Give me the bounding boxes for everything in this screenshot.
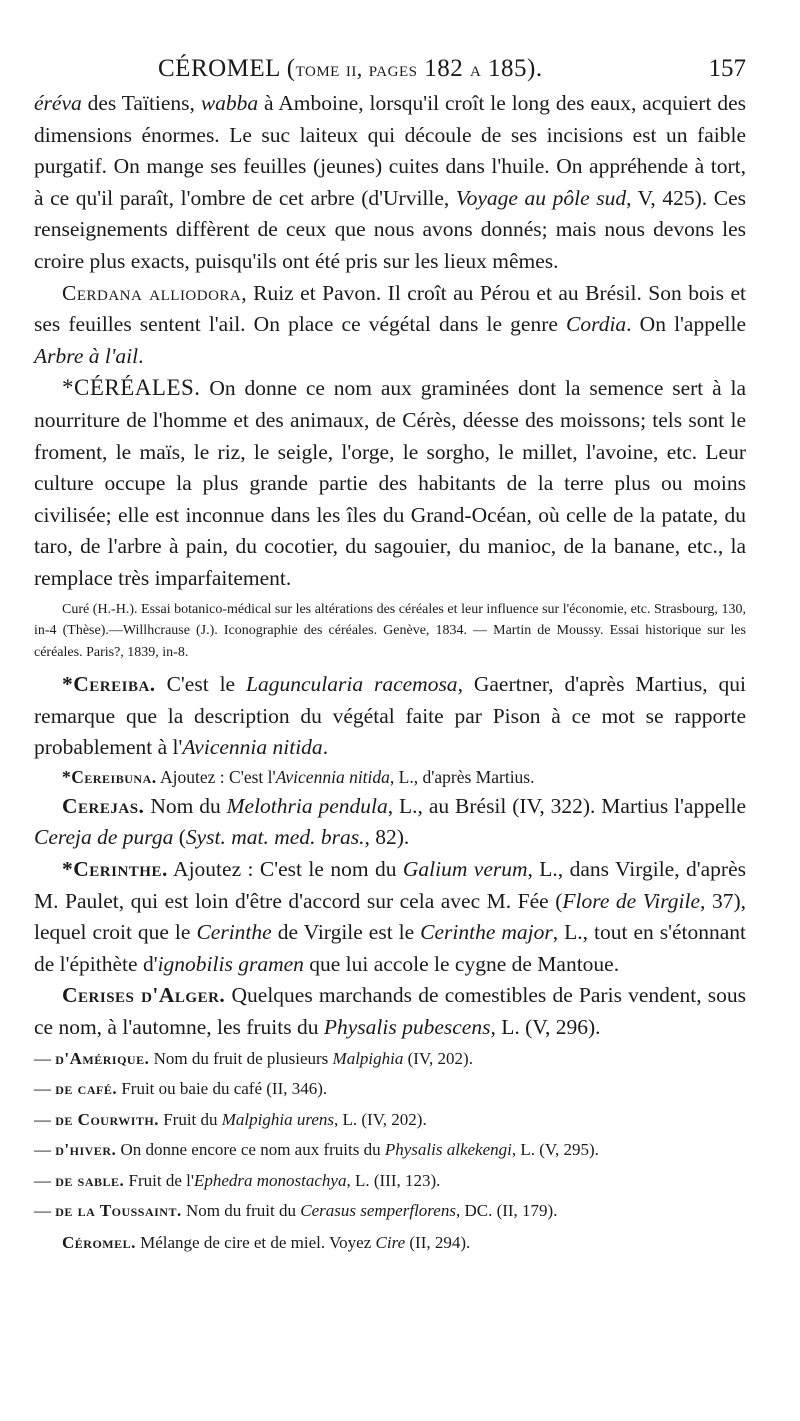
sub-entry-head: d'hiver. bbox=[55, 1140, 117, 1160]
text: . bbox=[322, 735, 329, 760]
sub-entry bbox=[34, 1044, 746, 1075]
sub-entry-head: de Courwith. bbox=[55, 1109, 159, 1129]
text: , 37), lequel croit que le bbox=[34, 888, 746, 945]
text: Nom du fruit de plusieurs bbox=[149, 1048, 333, 1068]
italic-term: Cerinthe bbox=[196, 920, 272, 945]
title-end: 185). bbox=[481, 55, 543, 82]
sub-entry bbox=[34, 1105, 746, 1136]
italic-term: Physalis alkekengi bbox=[384, 1140, 512, 1160]
dash: — bbox=[34, 1079, 56, 1099]
entry-head: Céromel. bbox=[62, 1232, 136, 1252]
running-title bbox=[158, 52, 543, 86]
italic-title: Syst. mat. med. bras. bbox=[185, 825, 365, 850]
sub-entry bbox=[34, 1166, 746, 1197]
italic-term: Physalis pubescens bbox=[323, 1014, 491, 1039]
italic-term: ignobilis gramen bbox=[157, 951, 304, 976]
text: , L., au Brésil (IV, 322). Martius l'appelle bbox=[387, 793, 747, 818]
dash: — bbox=[34, 1109, 56, 1129]
text: Fruit ou baie du café (II, 346). bbox=[117, 1079, 328, 1099]
text: Mélange de cire et de miel. Voyez bbox=[135, 1232, 376, 1252]
italic-term: éréva bbox=[34, 91, 82, 115]
entry-cereiba bbox=[34, 669, 746, 764]
text: , DC. (II, 179). bbox=[455, 1201, 558, 1221]
entry-cereibuna bbox=[34, 764, 746, 791]
text: , L. (IV, 202). bbox=[334, 1109, 427, 1129]
dash: — bbox=[34, 1048, 56, 1068]
entry-head: *Cereibuna. bbox=[62, 766, 157, 787]
entry-cerdana bbox=[34, 278, 746, 373]
dash: — bbox=[34, 1170, 56, 1190]
text: . On l'appelle bbox=[626, 312, 746, 337]
page-number: 157 bbox=[708, 55, 746, 82]
italic-term: Melothria pendula bbox=[226, 793, 388, 818]
text: , V, 425). Ces renseignements diffèrent de ceux que nous avons donnés; mais nous devons les croire plus exacts, puisqu'ils ont été pris sur les lieux mêmes. bbox=[34, 185, 747, 273]
text: . bbox=[138, 343, 144, 368]
text: Fruit du bbox=[158, 1109, 222, 1129]
text: Ajoutez : C'est l' bbox=[156, 766, 276, 787]
bibliography-note: Curé (H.-H.). Essai botanico-médical sur les altérations des céréales et leur influence sur l'économie, etc. Strasbourg, 130, in-4 (Thèse).—Willhcrause (J.). Iconographie des céréales. Genève, 1834. — Martin de Moussy. Essai historique sur les céréales. Paris?, 1839, in-8. bbox=[34, 601, 746, 660]
italic-term: Cerinthe major bbox=[420, 920, 553, 945]
sub-entry bbox=[34, 1074, 746, 1105]
sub-entry-head: de sable. bbox=[55, 1170, 125, 1190]
entry-head: Cerdana alliodora bbox=[62, 280, 242, 305]
text: de Virgile est le bbox=[271, 920, 421, 945]
italic-term: Cereja de purga bbox=[34, 825, 174, 850]
text: , Gaertner, d'après Martius, qui remarque que la description du végétal faite par Pison à ce mot se rapporte probablement à l' bbox=[34, 672, 746, 760]
text: , L., dans Virgile, d'après M. Paulet, qui est loin d'être d'accord sur cela avec M. Fée ( bbox=[34, 856, 746, 913]
text: (IV, 202). bbox=[403, 1048, 473, 1068]
sub-entry-head: de café. bbox=[55, 1079, 118, 1099]
text: , 82). bbox=[364, 825, 410, 850]
italic-term: Cordia bbox=[566, 312, 627, 337]
text: des Taïtiens, bbox=[81, 91, 201, 115]
paragraph-continuation bbox=[34, 88, 746, 278]
title-range: 182 bbox=[417, 55, 470, 82]
italic-title: Flore de Virgile bbox=[562, 888, 701, 913]
text: Nom du bbox=[144, 793, 227, 818]
entry-cerinthe bbox=[34, 854, 746, 980]
text: Nom du fruit du bbox=[181, 1201, 301, 1221]
text: Fruit de l' bbox=[124, 1170, 194, 1190]
text: , L. (V, 295). bbox=[511, 1140, 599, 1160]
italic-term: Ephedra monostachya bbox=[193, 1170, 347, 1190]
text: Quelques marchands de comestibles de Paris vendent, sous ce nom, à l'automne, les fruits du bbox=[34, 983, 746, 1039]
sub-entry bbox=[34, 1196, 746, 1227]
text: Ajoutez : C'est le nom du bbox=[167, 856, 403, 881]
sub-entry-head: de la Toussaint. bbox=[55, 1201, 182, 1221]
title-volume: tome ii, pages bbox=[295, 56, 418, 81]
text: , L. (V, 296). bbox=[490, 1014, 601, 1039]
dash: — bbox=[34, 1201, 56, 1221]
italic-term: Laguncularia racemosa bbox=[246, 672, 458, 696]
text: On donne ce nom aux graminées dont la semence sert à la nourriture de l'homme et des animaux, de Cérès, déesse des moissons; tels sont le froment, le maïs, le riz, le seigle, l'orge, le sorgho, le millet, l'avoine, etc. Leur culture occupe la plus grande partie des habitants de la terre plus ou moins civilisée; elle est inconnue dans les îles du Grand-Océan, où celle de la patate, du taro, de l'arbre à pain, du cocotier, du sagouier, du manioc, de la banane, etc., la remplace très imparfaitement. bbox=[34, 376, 746, 590]
text: , L., d'après Martius. bbox=[389, 766, 535, 787]
italic-term: Malpighia urens bbox=[221, 1109, 334, 1129]
title-main: CÉROMEL ( bbox=[158, 55, 296, 82]
entry-head: *CÉRÉALES. bbox=[62, 375, 201, 401]
sub-entry bbox=[34, 1135, 746, 1166]
italic-term: wabba bbox=[200, 91, 259, 115]
italic-term: Avicennia nitida bbox=[182, 735, 323, 760]
text: , Ruiz et Pavon. Il croît au Pérou et au Brésil. Son bois et ses feuilles sentent l'ail. On place ce végétal dans le genre bbox=[34, 280, 747, 337]
entry-head: *Cerinthe. bbox=[62, 856, 168, 881]
text: à Amboine, lorsqu'il croît le long des eaux, acquiert des dimensions énormes. Le suc laiteux qui découle de ses incisions est un faible purgatif. On mange ses feuilles (jeunes) cuites dans l'huile. On appréhende à tort, à ce qu'il paraît, l'ombre de cet arbre (d'Urville, bbox=[34, 91, 746, 210]
entry-ceromel bbox=[34, 1227, 746, 1259]
sub-entry-head: d'Amérique. bbox=[55, 1048, 150, 1068]
text: , L., tout en s'étonnant de l'épithète d' bbox=[34, 920, 747, 976]
text: On donne encore ce nom aux fruits du bbox=[116, 1140, 385, 1160]
dash: — bbox=[34, 1140, 56, 1160]
entry-head: Cerejas. bbox=[62, 793, 145, 818]
entry-cerejas bbox=[34, 791, 746, 854]
text: que lui accole le cygne de Mantoue. bbox=[303, 951, 620, 976]
italic-title: Voyage au pôle sud bbox=[455, 185, 627, 210]
text: (II, 294). bbox=[405, 1232, 471, 1252]
entry-head: Cerises d'Alger. bbox=[62, 983, 226, 1008]
entry-head: *Cereiba. bbox=[62, 672, 156, 696]
italic-term: Cire bbox=[375, 1232, 406, 1252]
entry-cereales bbox=[34, 372, 746, 594]
title-a: a bbox=[469, 56, 482, 81]
italic-term: Avicennia nitida bbox=[275, 766, 390, 787]
text: C'est le bbox=[155, 672, 246, 696]
entry-cerises bbox=[34, 980, 746, 1043]
italic-term: Arbre à l'ail bbox=[34, 343, 139, 368]
italic-term: Cerasus semperflorens bbox=[300, 1201, 456, 1221]
italic-term: Galium verum bbox=[402, 856, 528, 881]
text: ( bbox=[173, 825, 186, 850]
running-header bbox=[34, 52, 746, 86]
text: , L. (III, 123). bbox=[346, 1170, 441, 1190]
italic-term: Malpighia bbox=[332, 1048, 404, 1068]
